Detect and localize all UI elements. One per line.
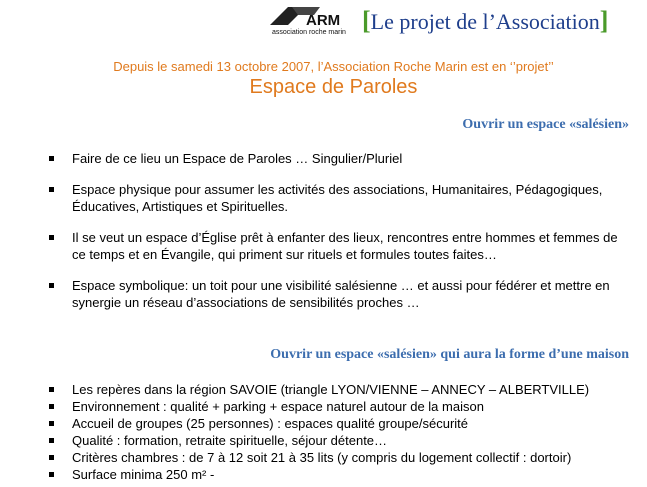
association-logo bbox=[262, 3, 356, 43]
list-item: Il se veut un espace d’Église prêt à enfanter des lieux, rencontres entre hommes et femmes de ce temps et en Évangile, qui priment sur rituels et formules toutes faites… bbox=[48, 229, 627, 263]
section2-list bbox=[48, 381, 627, 483]
list-item: Espace symbolique: un toit pour une visibilité salésienne … et aussi pour fédérer et mettre en synergie un réseau d’associations de sensibilités proches … bbox=[48, 277, 627, 311]
title-text: Le projet de l’Association bbox=[370, 9, 600, 34]
list-item: Faire de ce lieu un Espace de Paroles … Singulier/Pluriel bbox=[48, 150, 627, 167]
page-title bbox=[362, 6, 608, 36]
section2-heading: Ouvrir un espace «salésien» qui aura la forme d’une maison bbox=[270, 347, 629, 362]
intro-text: Depuis le samedi 13 octobre 2007, l’Association Roche Marin est en ‘’projet’’ bbox=[113, 59, 554, 74]
list-item: Qualité : formation, retraite spirituelle, séjour détente… bbox=[48, 432, 627, 449]
main-title: Espace de Paroles bbox=[249, 76, 418, 98]
title-bracket-left: [ bbox=[362, 6, 371, 35]
list-item: Accueil de groupes (25 personnes) : espaces qualité groupe/sécurité bbox=[48, 415, 627, 432]
title-bracket-right: ] bbox=[599, 6, 609, 35]
logo-text: ARM bbox=[306, 12, 341, 29]
list-item: Les repères dans la région SAVOIE (triangle LYON/VIENNE – ANNECY – ALBERTVILLE) bbox=[48, 381, 627, 398]
section1-list bbox=[48, 150, 627, 325]
section1-heading: Ouvrir un espace «salésien» bbox=[462, 117, 629, 132]
logo-subtext: association roche marin bbox=[272, 29, 346, 36]
list-item: Environnement : qualité + parking + espace naturel autour de la maison bbox=[48, 398, 627, 415]
list-item: Surface minima 250 m² - bbox=[48, 466, 627, 483]
list-item: Espace physique pour assumer les activités des associations, Humanitaires, Pédagogiques, Éducatives, Artistiques et Spirituelles. bbox=[48, 181, 627, 215]
list-item: Critères chambres : de 7 à 12 soit 21 à 35 lits (y compris du logement collectif : dortoir) bbox=[48, 449, 627, 466]
